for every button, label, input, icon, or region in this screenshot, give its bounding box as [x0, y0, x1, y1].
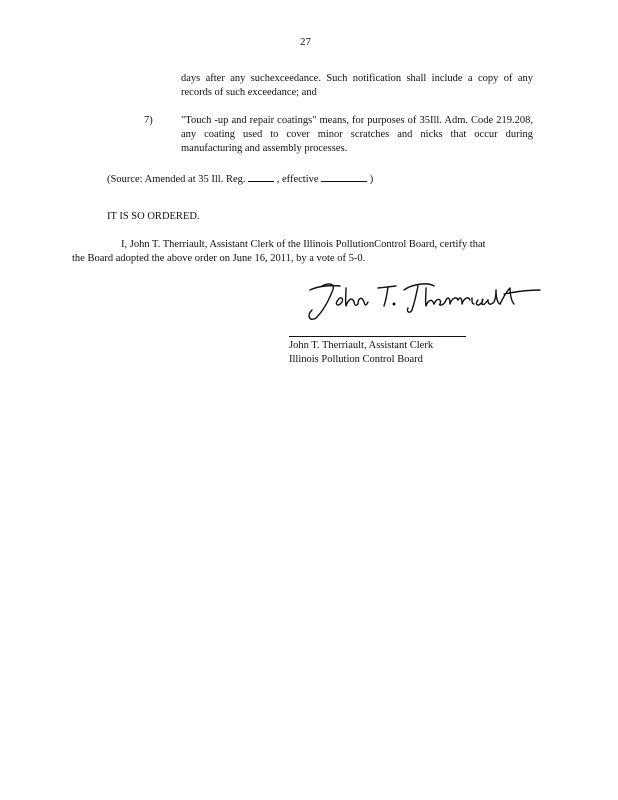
- source-note: [107, 171, 373, 187]
- register-blank: [248, 171, 274, 182]
- signer-organization: Illinois Pollution Control Board: [289, 354, 423, 365]
- source-suffix: ): [369, 174, 374, 185]
- definition-paragraph: "Touch -up and repair coatings" means, for purposes of 35Ill. Adm. Code 219.208, any coating used to cover minor scratches and nicks that occur during manufacturing and assembly processes.: [181, 115, 533, 154]
- continuation-paragraph: days after any suchexceedance. Such notification shall include a copy of any records of such exceedance; and: [181, 73, 533, 98]
- signer-name-title: John T. Therriault, Assistant Clerk: [289, 340, 434, 351]
- page-number: 27: [300, 36, 311, 48]
- source-middle: , effective: [276, 174, 319, 185]
- effective-date-blank: [321, 171, 367, 182]
- certification-line-1: I, John T. Therriault, Assistant Clerk of the Illinois PollutionControl Board, certify that: [121, 239, 486, 250]
- signature-line: [289, 336, 466, 337]
- source-prefix: (Source: Amended at 35 Ill. Reg.: [107, 174, 246, 185]
- certification-line-2: the Board adopted the above order on June 16, 2011, by a vote of 5-0.: [72, 253, 366, 264]
- handwritten-signature: [300, 276, 545, 326]
- order-statement: IT IS SO ORDERED.: [107, 211, 200, 222]
- item-number: 7): [144, 115, 153, 126]
